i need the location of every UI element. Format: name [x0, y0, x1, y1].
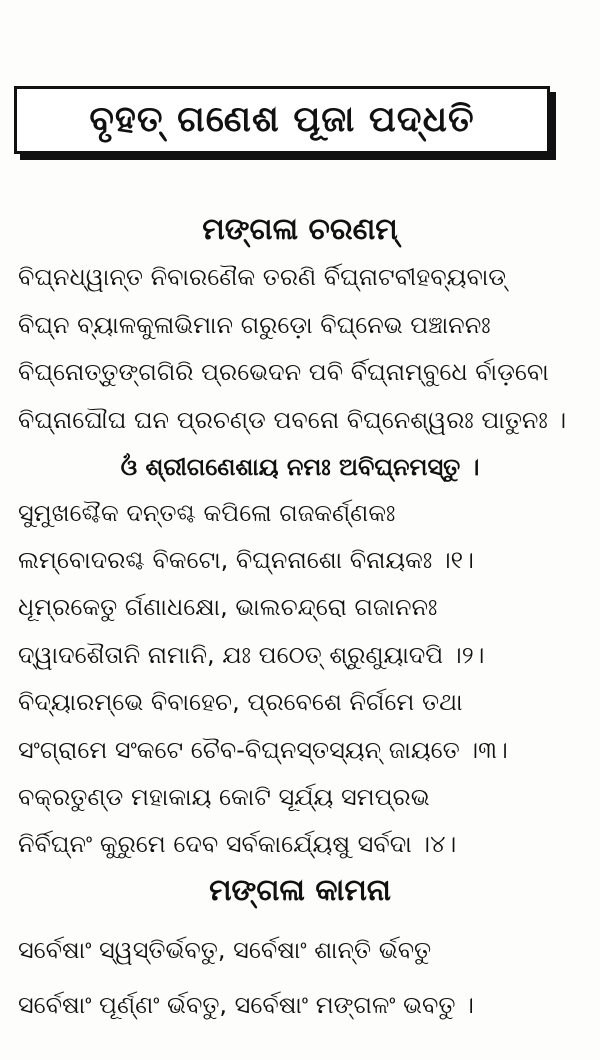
verse-line: ବିଘ୍ନ ବ୍ୟାଳକୁଳାଭିମାନ ଗରୁଡ଼ୋ ବିଘ୍ନେଭ ପଞ୍ଚାନନଃ — [18, 311, 491, 339]
blessing-line: ସର୍ବେଷାଂ ପୂର୍ଣ୍ଣଂ ର୍ଭବତୁ, ସର୍ବେଷାଂ ମଙ୍ଗଳଂ ଭବତୁ । — [18, 991, 474, 1019]
verse-line: ଦ୍ୱାଦଶୈତାନି ନାମାନି, ଯଃ ପଠେତ୍ ଶ୍ରୁଣୁୟାଦପି ।୨। — [18, 641, 485, 669]
verse-line: ବିଘ୍ନାଘୌଘ ଘନ ପ୍ରଚଣ୍ଡ ପବନୋ ବିଘ୍ନେଶ୍ୱରଃ ପାତୁନଃ । — [18, 406, 567, 434]
verse-line: ସଂଗ୍ରାମେ ସଂକଟେ ଚୈବ-ବିଘ୍ନସ୍ତସ୍ୟନ୍ ଜାୟତେ ।୩। — [18, 736, 508, 764]
section-heading-mangala-kamana: ମଙ୍ଗଳା କାମନା — [209, 873, 391, 908]
title-box — [14, 86, 550, 154]
section-heading-mangala-charanam: ମଙ୍ଗଳା ଚରଣମ୍ — [202, 212, 398, 247]
verse-line: ବିଘ୍ନୋତ୍ତୁଙ୍ଗଗିରି ପ୍ରଭେଦନ ପବି ର୍ବିଘ୍ନାମ୍ବୁଧେ ର୍ବାଡ଼ବୋ — [18, 358, 549, 386]
verse-line: ସୁମୁଖଶ୍ଚୈକ ଦନ୍ତଶ୍ଚ କପିଳୋ ଗଜକର୍ଣ୍ଣକଃ — [18, 499, 396, 527]
verse-line: ବକ୍ରତୁଣ୍ଡ ମହାକାୟ କୋଟି ସୂର୍ଯ୍ୟ ସମପ୍ରଭ — [18, 783, 430, 811]
verse-line: ନିର୍ବିଘ୍ନଂ କୁରୁମେ ଦେବ ସର୍ବକାର୍ଯ୍ୟେଷୁ ସର୍ବଦା ।୪। — [18, 830, 457, 858]
verse-line: ବିଘ୍ନଧ୍ୱାନ୍ତ ନିବାରଣୈକ ତରଣି ର୍ବିଘ୍ନାଟବୀହବ୍ୟବାଡ୍ — [18, 263, 507, 291]
verse-line: ବିଦ୍ୟାରମ୍ଭେ ବିବାହେଚ, ପ୍ରବେଶେ ନିର୍ଗମେ ତଥା — [18, 688, 463, 716]
page-title: ବୃହତ୍ ଗଣେଶ ପୂଜା ପଦ୍ଧତି — [89, 99, 475, 140]
blessing-line: ସର୍ବେଷାଂ ସ୍ୱସ୍ତିର୍ଭବତୁ, ସର୍ବେଷାଂ ଶାନ୍ତି ର୍ଭବତୁ — [18, 936, 432, 964]
invocation-line: ଓଁ ଶ୍ରୀଗଣେଶାୟ ନମଃ ଅବିଘ୍ନମସ୍ତୁ । — [120, 453, 480, 481]
verse-line: ଲମ୍ବୋଦରଶ୍ଚ ବିକଟୋ, ବିଘ୍ନନାଶୋ ବିନାୟକଃ ।୧। — [18, 546, 474, 574]
verse-line: ଧୂମ୍ରକେତୁ ର୍ଗଣାଧକ୍ଷୋ, ଭାଲଚନ୍ଦ୍ରୋ ଗଜାନନଃ — [18, 593, 438, 621]
